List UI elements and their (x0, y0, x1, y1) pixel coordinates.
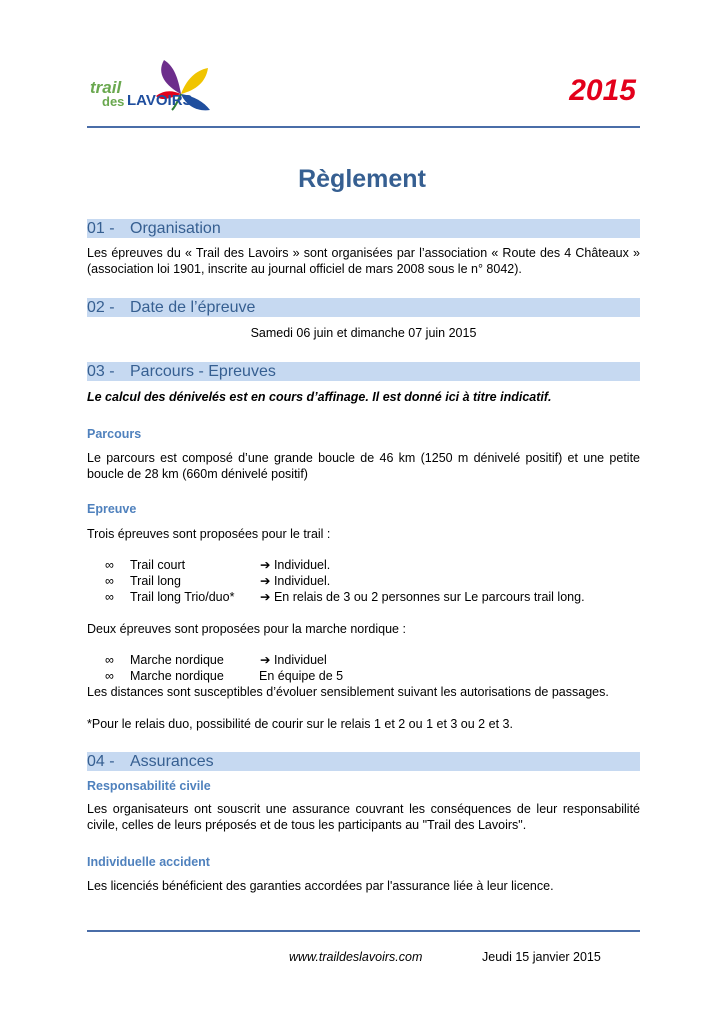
infinity-bullet-icon: ∞ (105, 669, 114, 683)
header-rule (87, 126, 640, 128)
parcours-text: Le parcours est composé d’une grande boucle de 46 km (1250 m dénivelé positif) et une petite boucle de 28 km (660m dénivelé positif) (87, 451, 640, 481)
footer-rule (87, 930, 640, 932)
parcours-subtitle: Parcours (87, 427, 142, 441)
section-header-organisation (87, 219, 640, 238)
list-item-desc: ➔ Individuel. (260, 574, 331, 588)
page-title: Règlement (298, 165, 426, 193)
ia-subtitle: Individuelle accident (87, 855, 210, 869)
section-label: Organisation (130, 220, 221, 237)
footer-date: Jeudi 15 janvier 2015 (482, 950, 601, 964)
section-number: 02 - (87, 299, 115, 316)
list-item-name: Marche nordique (130, 669, 224, 683)
section-label: Date de l’épreuve (130, 299, 256, 316)
trail-intro: Trois épreuves sont proposées pour le trail : (87, 527, 331, 541)
infinity-bullet-icon: ∞ (105, 653, 114, 667)
section-header-date (87, 298, 640, 317)
organisation-text: Les épreuves du « Trail des Lavoirs » sont organisées par l’association « Route des 4 Châteaux » (association loi 1901, inscrite au journal officiel de mars 2008 sous le n° 8042). (87, 246, 640, 276)
list-item-name: Marche nordique (130, 653, 224, 667)
denivele-note: Le calcul des dénivelés est en cours d’affinage. Il est donné ici à titre indicatif. (87, 390, 552, 404)
epreuve-subtitle: Epreuve (87, 502, 137, 516)
section-number: 03 - (87, 363, 115, 380)
infinity-bullet-icon: ∞ (105, 574, 114, 588)
list-item-desc: ➔ Individuel (260, 653, 327, 667)
logo-des-text: des (102, 94, 125, 109)
list-item-name: Trail long (130, 574, 181, 588)
footer-website[interactable]: www.traildeslavoirs.com (289, 950, 423, 964)
section-header-parcours (87, 362, 640, 381)
rc-text: Les organisateurs ont souscrit une assurance couvrant les conséquences de leur responsabilité civile, celles de leurs préposés et de tous les participants au "Trail des Lavoirs". (87, 802, 640, 832)
date-text: Samedi 06 juin et dimanche 07 juin 2015 (250, 326, 477, 340)
section-number: 04 - (87, 753, 115, 770)
section-label: Assurances (130, 753, 214, 770)
logo-trail-text: trail (90, 78, 122, 97)
list-item-name: Trail long Trio/duo* (130, 590, 235, 604)
list-item-name: Trail court (130, 558, 186, 572)
section-label: Parcours - Epreuves (130, 363, 276, 380)
section-number: 01 - (87, 220, 115, 237)
list-item-desc: ➔ En relais de 3 ou 2 personnes sur Le parcours trail long. (260, 590, 585, 604)
infinity-bullet-icon: ∞ (105, 590, 114, 604)
infinity-bullet-icon: ∞ (105, 558, 114, 572)
list-item-desc: ➔ Individuel. (260, 558, 331, 572)
relais-note: *Pour le relais duo, possibilité de courir sur le relais 1 et 2 ou 1 et 3 ou 2 et 3. (87, 717, 513, 731)
distances-text: Les distances sont susceptibles d’évoluer sensiblement suivant les autorisations de passages. (87, 685, 609, 699)
section-header-assurances (87, 752, 640, 771)
list-item-desc: En équipe de 5 (259, 669, 344, 683)
nordic-intro: Deux épreuves sont proposées pour la marche nordique : (87, 622, 406, 636)
logo-lavoirs-text: LAVOIRS (127, 92, 193, 109)
logo (86, 56, 216, 114)
rc-subtitle: Responsabilité civile (87, 779, 211, 793)
header-year: 2015 (569, 74, 636, 107)
ia-text: Les licenciés bénéficient des garanties accordées par l'assurance liée à leur licence. (87, 879, 554, 893)
